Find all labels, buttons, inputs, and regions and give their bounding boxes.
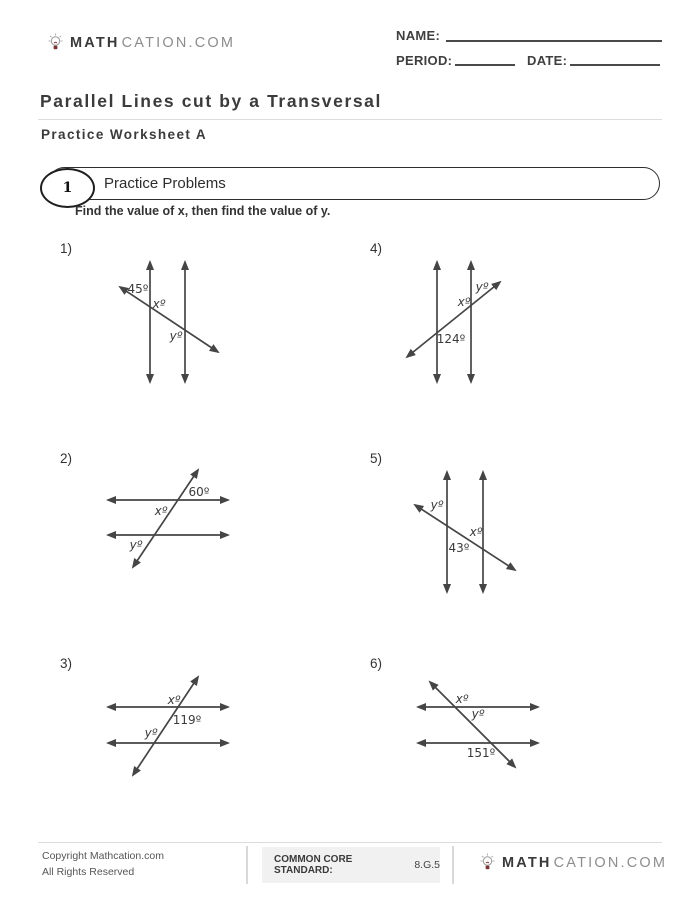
problem-3-x-angle: xº: [167, 693, 181, 707]
page-title: Parallel Lines cut by a Transversal: [40, 91, 382, 111]
name-blank-line: [446, 26, 662, 42]
problem-6-number: 6): [370, 656, 383, 671]
problem-5-x-angle: xº: [469, 525, 483, 539]
logo-text-rest: CATION.COM: [553, 854, 668, 871]
section-number: 1: [62, 180, 73, 196]
problem-5-number: 5): [370, 451, 383, 466]
problem-3-number: 3): [60, 656, 73, 671]
problem-3-diagram: [50, 650, 240, 818]
problem-4-number: 4): [370, 241, 383, 256]
footer-separator-right: [452, 846, 454, 884]
problem-2-given-angle: 60º: [188, 485, 210, 499]
problem-4-x-angle: xº: [457, 295, 471, 309]
section-instruction: Find the value of x, then find the value of y.: [75, 204, 331, 218]
problem-6: [360, 650, 550, 818]
mathcation-logo: [48, 33, 235, 52]
problem-1-y-angle: yº: [169, 329, 183, 343]
problem-3-given-angle: 119º: [172, 713, 202, 727]
problem-6-x-angle: xº: [455, 692, 469, 706]
date-label: DATE:: [527, 53, 568, 68]
title-divider: [38, 119, 662, 120]
problem-2: [50, 445, 240, 613]
problem-5-given-angle: 43º: [448, 541, 470, 555]
logo-text-bold: MATH: [502, 854, 552, 871]
date-blank-line: [570, 50, 660, 66]
problem-3-y-angle: yº: [144, 726, 158, 740]
problem-4: [360, 235, 550, 403]
problem-2-diagram: [50, 445, 240, 613]
problem-5-y-angle: yº: [430, 498, 444, 512]
logo-text-rest: CATION.COM: [121, 34, 236, 51]
problem-6-y-angle: yº: [471, 707, 485, 721]
problem-4-given-angle: 124º: [436, 332, 466, 346]
problem-5-diagram: [360, 445, 550, 613]
section-title: Practice Problems: [104, 175, 226, 192]
problem-6-diagram: [360, 650, 550, 818]
problem-4-y-angle: yº: [475, 280, 489, 294]
footer-mathcation-logo: [480, 853, 667, 872]
lightbulb-icon: [480, 853, 495, 872]
problem-5: [360, 445, 550, 613]
problem-3: [50, 650, 240, 818]
problem-1-x-angle: xº: [152, 297, 166, 311]
copyright-line2: All Rights Reserved: [42, 866, 135, 879]
problem-1-diagram: [50, 235, 240, 403]
problem-6-given-angle: 151º: [466, 746, 496, 760]
logo-text-bold: MATH: [70, 34, 120, 51]
copyright-line1: Copyright Mathcation.com: [42, 850, 164, 862]
section-number-badge: [40, 168, 95, 208]
copyright-notice: [42, 848, 164, 881]
problem-2-number: 2): [60, 451, 73, 466]
problem-2-x-angle: xº: [154, 504, 168, 518]
problem-1-number: 1): [60, 241, 73, 256]
problem-2-y-angle: yº: [129, 538, 143, 552]
period-label: PERIOD:: [396, 53, 453, 68]
page-subtitle: Practice Worksheet A: [41, 127, 208, 142]
problem-4-diagram: [360, 235, 550, 403]
lightbulb-icon: [48, 33, 63, 52]
common-core-standard-box: [262, 847, 440, 883]
problem-1-given-angle: 45º: [127, 282, 149, 296]
period-blank-line: [455, 50, 515, 66]
footer-separator-left: [246, 846, 248, 884]
problem-1: [50, 235, 240, 403]
standard-label: COMMON CORE STANDARD:: [274, 854, 353, 876]
standard-value: 8.G.5: [414, 859, 440, 871]
name-label: NAME:: [396, 28, 441, 43]
footer-divider: [38, 842, 662, 843]
